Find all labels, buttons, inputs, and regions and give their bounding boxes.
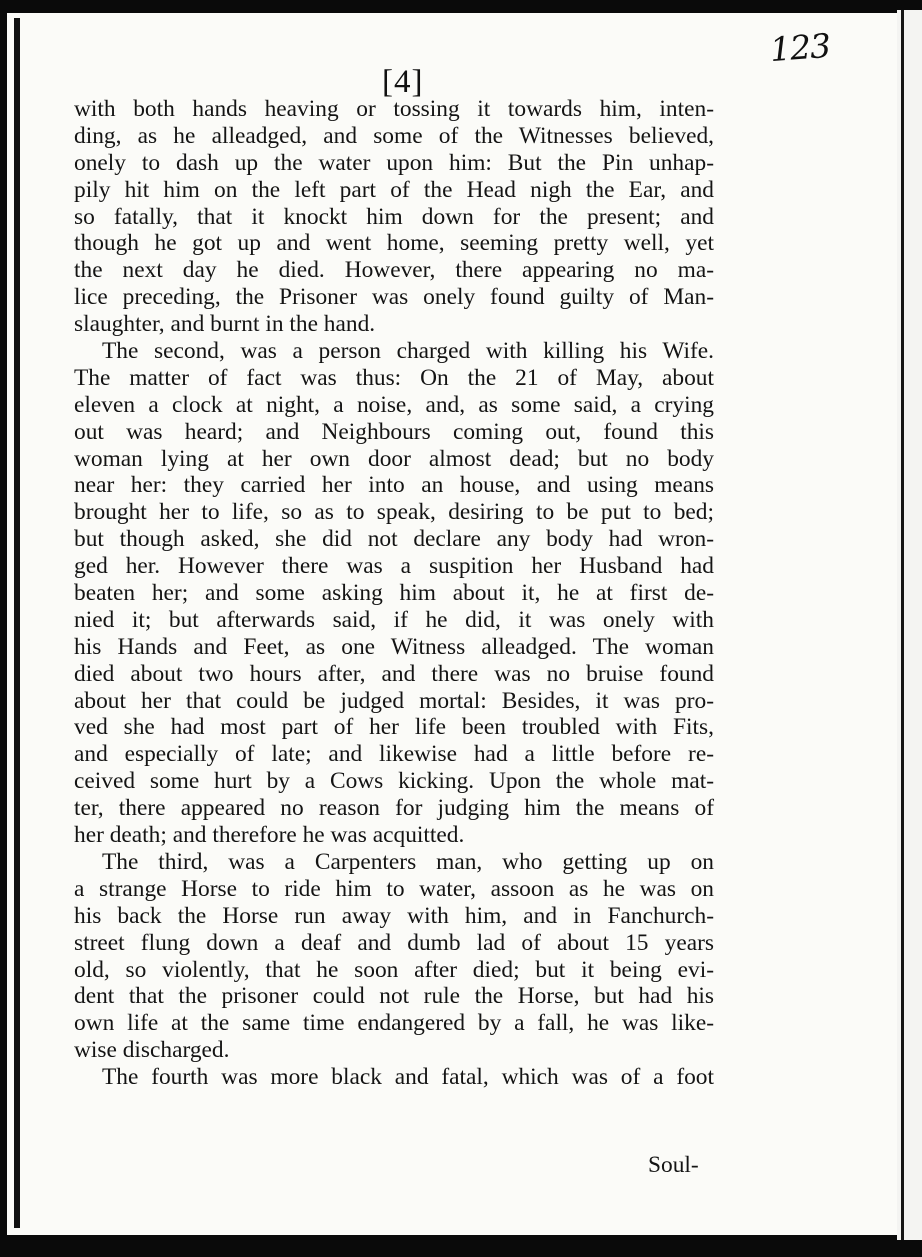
text-line: dent that the prisoner could not rule the Horse, but had his <box>74 983 714 1010</box>
text-line: beaten her; and some asking him about it, he at first de- <box>74 580 714 607</box>
text-line: The fourth was more black and fatal, which was of a foot <box>102 1064 714 1091</box>
text-line: about her that could be judged mortal: Besides, it was pro- <box>74 687 714 714</box>
text-line: pily hit him on the left part of the Head nigh the Ear, and <box>74 176 714 203</box>
text-line: the next day he died. However, there appearing no ma- <box>74 257 714 284</box>
right-margin-line <box>901 10 904 1240</box>
text-line: slaughter, and burnt in the hand. <box>74 311 376 338</box>
text-line: lice preceding, the Prisoner was onely found guilty of Man- <box>74 284 714 311</box>
text-line: a strange Horse to ride him to water, assoon as he was on <box>74 875 714 902</box>
text-line: nied it; but afterwards said, if he did, it was onely with <box>74 606 714 633</box>
text-line: wise discharged. <box>74 1037 230 1064</box>
text-line: his back the Horse run away with him, and in Fanchurch- <box>74 902 714 929</box>
text-line: and especially of late; and likewise had a little before re- <box>74 741 714 768</box>
text-line: ding, as he alleadged, and some of the Witnesses believed, <box>74 122 714 149</box>
text-line: old, so violently, that he soon after died; but it being evi- <box>74 956 714 983</box>
left-margin-shadow <box>14 18 20 1228</box>
catchword: Soul- <box>648 1152 699 1178</box>
text-line: but though asked, she did not declare any body had wron- <box>74 526 714 553</box>
text-line: woman lying at her own door almost dead; but no body <box>74 445 714 472</box>
text-line: ter, there appeared no reason for judging him the means of <box>74 795 714 822</box>
text-line: ved she had most part of her life been troubled with Fits, <box>74 714 714 741</box>
text-line: The matter of fact was thus: On the 21 of May, about <box>74 364 714 391</box>
text-line: eleven a clock at night, a noise, and, as some said, a crying <box>74 391 714 418</box>
text-line: The third, was a Carpenters man, who getting up on <box>102 848 714 875</box>
page-number: [4] <box>382 64 424 100</box>
body-text <box>74 96 714 1091</box>
text-line: street flung down a deaf and dumb lad of about 15 years <box>74 929 714 956</box>
text-line: onely to dash up the water upon him: But the Pin unhap- <box>74 149 714 176</box>
text-line: near her: they carried her into an house, and using means <box>74 472 714 499</box>
text-line: so fatally, that it knockt him down for the present; and <box>74 203 714 230</box>
text-line: though he got up and went home, seeming pretty well, yet <box>74 230 714 257</box>
text-line: with both hands heaving or tossing it towards him, inten- <box>74 96 714 122</box>
text-line: her death; and therefore he was acquitted. <box>74 822 465 849</box>
text-line: ged her. However there was a suspition her Husband had <box>74 553 714 580</box>
text-line: out was heard; and Neighbours coming out, found this <box>74 418 714 445</box>
text-line: own life at the same time endangered by a fall, he was like- <box>74 1010 714 1037</box>
text-line: brought her to life, so as to speak, desiring to be put to bed; <box>74 499 714 526</box>
text-line: died about two hours after, and there was no bruise found <box>74 660 714 687</box>
text-line: his Hands and Feet, as one Witness alleadged. The woman <box>74 633 714 660</box>
text-line: ceived some hurt by a Cows kicking. Upon the whole mat- <box>74 768 714 795</box>
folio-number: 123 <box>768 25 832 70</box>
text-line: The second, was a person charged with killing his Wife. <box>102 338 714 365</box>
